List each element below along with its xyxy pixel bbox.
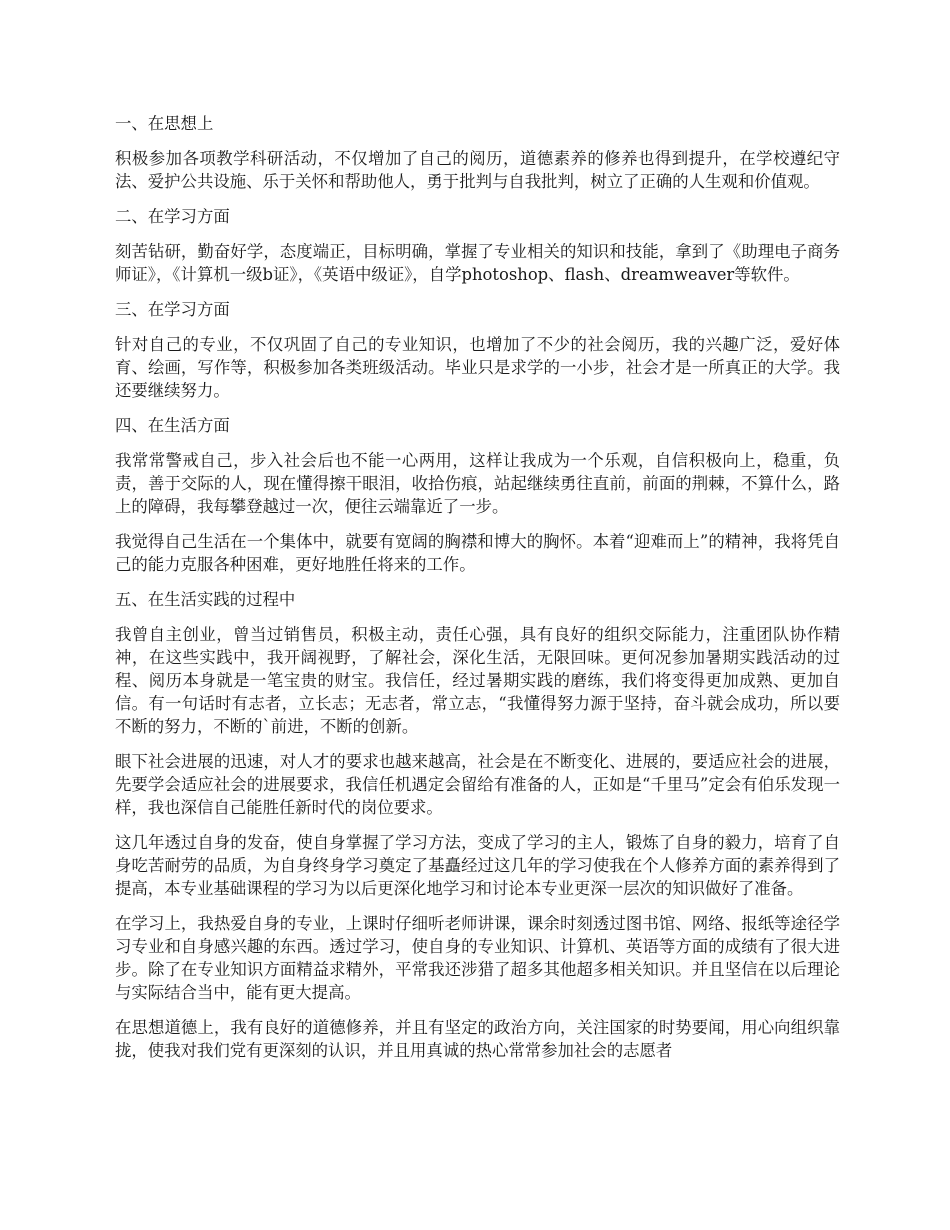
section-heading-3: 三、在学习方面 <box>115 300 230 319</box>
paragraph-practice: 我曾自主创业，曾当过销售员，积极主动，责任心强，具有良好的组织交际能力，注重团队协作精神，在这些实践中，我开阔视野，了解社会，深化生活，无限回味。更何况参加暑期实践活动的过程、阅历本身就是一笔宝贵的财宝。我信任，经过暑期实践的磨练，我们将变得更加成熟、更加自信。有一句话时有志者，立长志；无志者，常立志，“我懂得努力源于坚持，奋斗就会成功，所以要不断的努力，不断的`前进，不断的创新。 <box>115 625 840 736</box>
paragraph-study: 刻苦钻研，勤奋好学，态度端正，目标明确，掌握了专业相关的知识和技能，拿到了《助理电子商务师证》，《计算机一级b证》，《英语中级证》，自学photoshop、flash、dreamweaver等软件。 <box>115 242 840 284</box>
paragraph-life-2: 我觉得自己生活在一个集体中，就要有宽阔的胸襟和博大的胸怀。本着“迎难而上”的精神，我将凭自己的能力克服各种困难，更好地胜任将来的工作。 <box>115 532 840 574</box>
document-page <box>115 112 840 1074</box>
paragraph-learning: 在学习上，我热爱自身的专业，上课时仔细听老师讲课，课余时刻透过图书馆、网络、报纸等途径学习专业和自身感兴趣的东西。透过学习，使自身的专业知识、计算机、英语等方面的成绩有了很大进步。除了在专业知识方面精益求精外，平常我还涉猎了超多其他超多相关知识。并且坚信在以后理论与实际结合当中，能有更大提高。 <box>115 914 840 1002</box>
paragraph-thought: 积极参加各项教学科研活动，不仅增加了自己的阅历，道德素养的修养也得到提升，在学校遵纪守法、爱护公共设施、乐于关怀和帮助他人，勇于批判与自我批判，树立了正确的人生观和价值观。 <box>115 149 840 191</box>
paragraph-effort: 这几年透过自身的发奋，使自身掌握了学习方法，变成了学习的主人，锻炼了自身的毅力，培育了自身吃苦耐劳的品质，为自身终身学习奠定了基矗经过这几年的学习使我在个人修养方面的素养得到了提高，本专业基础课程的学习为以后更深化地学习和讨论本专业更深一层次的知识做好了准备。 <box>115 833 840 898</box>
paragraph-life: 我常常警戒自己，步入社会后也不能一心两用，这样让我成为一个乐观，自信积极向上，稳重，负责，善于交际的人，现在懂得擦干眼泪，收拾伤痕，站起继续勇往直前，前面的荆棘，不算什么，路上的障碍，我每攀登越过一次，便往云端靠近了一步。 <box>115 451 840 516</box>
section-heading-4: 四、在生活方面 <box>115 416 230 435</box>
section-heading-5: 五、在生活实践的过程中 <box>115 590 296 609</box>
paragraph-study-2: 针对自己的专业，不仅巩固了自己的专业知识，也增加了不少的社会阅历，我的兴趣广泛，爱好体育、绘画，写作等，积极参加各类班级活动。毕业只是求学的一小步，社会才是一所真正的大学。我还要继续努力。 <box>115 335 840 400</box>
section-heading-1: 一、在思想上 <box>115 114 214 133</box>
paragraph-morality: 在思想道德上，我有良好的道德修养，并且有坚定的政治方向，关注国家的时势要闻，用心向组织靠拢，使我对我们党有更深刻的认识，并且用真诚的热心常常参加社会的志愿者 <box>115 1018 840 1060</box>
paragraph-society: 眼下社会进展的迅速，对人才的要求也越来越高，社会是在不断变化、进展的，要适应社会的进展，先要学会适应社会的进展要求，我信任机遇定会留给有准备的人，正如是“千里马”定会有伯乐发现一样，我也深信自己能胜任新时代的岗位要求。 <box>115 752 840 817</box>
section-heading-2: 二、在学习方面 <box>115 207 230 226</box>
